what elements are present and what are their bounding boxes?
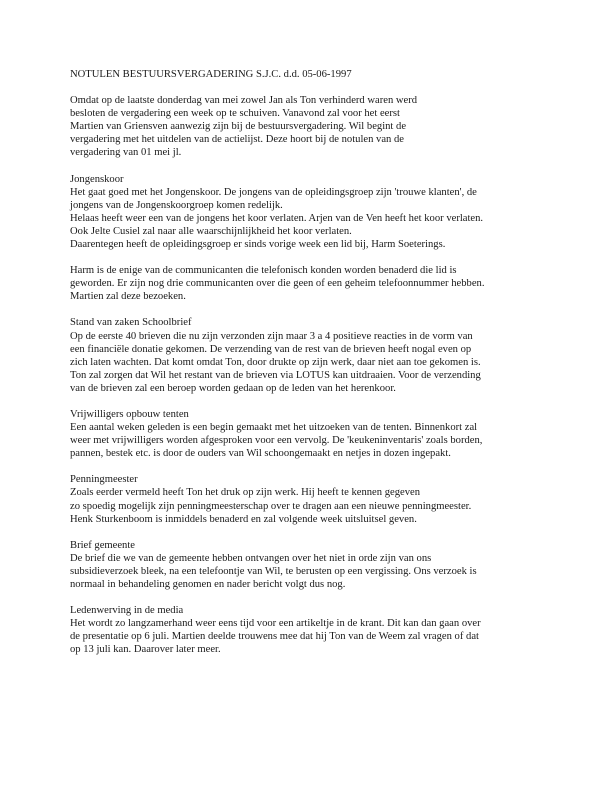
section-line: subsidieverzoek bleek, na een telefoontje van Wil, te berusten op een vergissing. Ons verzoek is	[70, 565, 477, 577]
section	[70, 316, 550, 395]
section-line: weer met vrijwilligers worden afgesproken voor een vervolg. De 'keukeninventaris' zoals borden,	[70, 435, 483, 447]
document-page	[70, 68, 550, 669]
section-line: Zoals eerder vermeld heeft Ton het druk op zijn werk. Hij heeft te kennen gegeven	[70, 487, 420, 499]
intro-line: vergadering van 01 mei jl.	[70, 147, 182, 159]
section-line: pannen, bestek etc. is door de ouders van Wil schoongemaakt en netjes in dozen ingepakt.	[70, 448, 451, 460]
intro-line: Martien van Griensven aanwezig zijn bij de bestuursvergadering. Wil begint de	[70, 121, 407, 133]
section-line: jongens van de Jongenskoorgroep komen redelijk.	[70, 199, 283, 211]
section	[70, 173, 550, 252]
section-heading: Penningmeester	[70, 474, 138, 486]
section-line: op 13 juli kan. Daarover later meer.	[70, 644, 221, 656]
section-line: Martien zal deze bezoeken.	[70, 291, 186, 303]
section-line: De brief die we van de gemeente hebben ontvangen over het niet in orde zijn van ons	[70, 552, 432, 564]
section-body	[70, 186, 550, 251]
section-body	[70, 617, 550, 656]
section-heading: Brief gemeente	[70, 539, 136, 551]
section-line: Ook Jelte Cusiel zal naar alle waarschijnlijkheid het koor verlaten.	[70, 225, 352, 237]
section-line: Ton zal zorgen dat Wil het restant van de brieven via LOTUS kan uitdraaien. Voor de verzending	[70, 369, 481, 381]
section-line: van de brieven zal een beroep worden gedaan op de leden van het herenkoor.	[70, 382, 396, 394]
section	[70, 473, 550, 525]
intro-line: vergadering met het uitdelen van de actielijst. Deze hoort bij de notulen van de	[70, 134, 404, 146]
section-line: normaal in behandeling genomen en nader bericht volgt dus nog.	[70, 579, 346, 590]
section	[70, 539, 550, 591]
section-line: zich laten wachten. Dat komt omdat Ton, door drukte op zijn werk, daar niet aan toe gekomen is.	[70, 356, 481, 368]
section-line: geworden. Er zijn nog drie communicanten over die geen of een geheim telefoonnummer hebben.	[70, 278, 485, 290]
section	[70, 604, 550, 656]
section-body	[70, 264, 550, 303]
section-heading: Jongenskoor	[70, 173, 124, 185]
section-body	[70, 552, 550, 591]
section-line: Henk Sturkenboom is inmiddels benaderd en zal volgende week uitsluitsel geven.	[70, 513, 417, 525]
section-line: de presentatie op 6 juli. Martien deelde trouwens mee dat hij Ton van de Weem zal vragen of dat	[70, 631, 479, 643]
section-heading: Ledenwerving in de media	[70, 605, 184, 617]
intro-paragraph	[70, 94, 550, 159]
section-heading: Vrijwilligers opbouw tenten	[70, 408, 189, 420]
section-line: Het wordt zo langzamerhand weer eens tijd voor een artikeltje in de krant. Dit kan dan gaan over	[70, 618, 481, 630]
section	[70, 408, 550, 460]
section-body	[70, 330, 550, 395]
section-line: Een aantal weken geleden is een begin gemaakt met het uitzoeken van de tenten. Binnenkort zal	[70, 422, 478, 434]
intro-line: Omdat op de laatste donderdag van mei zowel Jan als Ton verhinderd waren werd	[70, 95, 418, 107]
document-title: NOTULEN BESTUURSVERGADERING S.J.C. d.d. 05-06-1997	[70, 69, 352, 80]
intro-line: besloten de vergadering een week op te schuiven. Vanavond zal voor het eerst	[70, 108, 400, 120]
section-heading: Stand van zaken Schoolbrief	[70, 317, 192, 329]
section-body	[70, 421, 550, 460]
section-line: Helaas heeft weer een van de jongens het koor verlaten. Arjen van de Ven heeft het koor verlaten.	[70, 212, 484, 224]
section-line: Het gaat goed met het Jongenskoor. De jongens van de opleidingsgroep zijn 'trouwe klanten', de	[70, 186, 477, 198]
section-line: Daarentegen heeft de opleidingsgroep er sinds vorige week een lid bij, Harm Soeterings.	[70, 239, 446, 251]
section-line: Harm is de enige van de communicanten die telefonisch konden worden benaderd die lid is	[70, 265, 457, 277]
section-line: Op de eerste 40 brieven die nu zijn verzonden zijn maar 3 a 4 positieve reacties in de vorm van	[70, 330, 473, 342]
sections-container	[70, 173, 550, 657]
section-body	[70, 486, 550, 525]
section-line: een financiële donatie gekomen. De verzending van de rest van de brieven heeft nogal even op	[70, 343, 472, 355]
section-line: zo spoedig mogelijk zijn penningmeesterschap over te dragen aan een nieuwe penningmeester.	[70, 500, 472, 512]
section	[70, 264, 550, 303]
